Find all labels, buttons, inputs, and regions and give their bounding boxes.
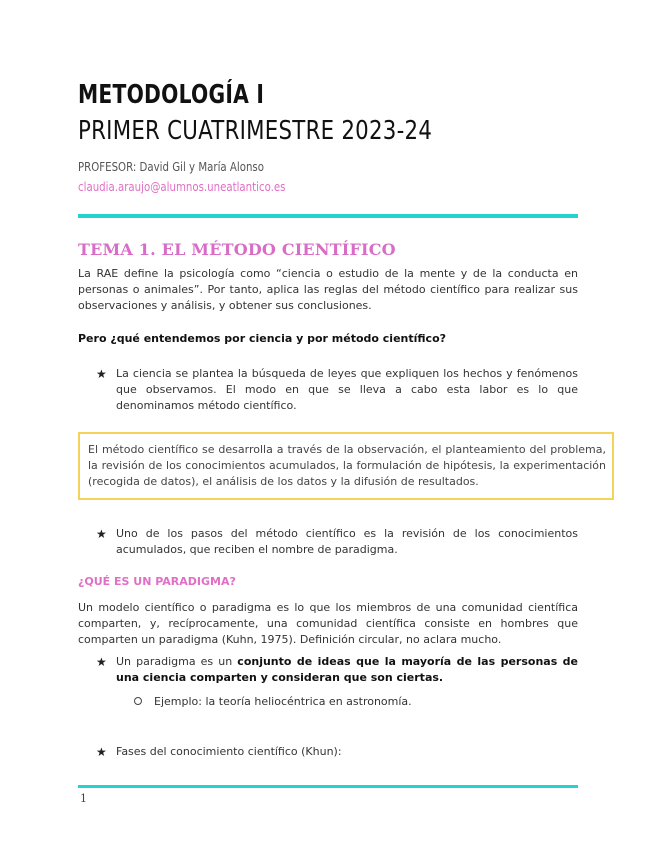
page-number: 1 [80,792,87,805]
circle-bullet-icon [134,697,142,705]
question-line: Pero ¿qué entendemos por ciencia y por método científico? [78,332,447,345]
list-item [96,654,578,686]
document-subtitle: PRIMER CUATRIMESTRE 2023-24 [78,116,433,146]
list-item [96,744,578,760]
intro-paragraph: La RAE define la psicología como “ciencia o estudio de la mente y de la conducta en personas o animales”. Por tanto, aplica las reglas del método científico para realizar sus observaciones y análisis, y obtener sus conclusiones. [78,267,578,312]
list-item-text: Uno de los pasos del método científico es la revisión de los conocimientos acumulados, que reciben el nombre de paradigma. [116,527,578,556]
star-bullet-icon: ★ [96,527,107,541]
sub-list-item-text: Ejemplo: la teoría heliocéntrica en astronomía. [154,695,412,708]
star-bullet-icon: ★ [96,655,107,669]
list-item-text: La ciencia se plantea la búsqueda de leyes que expliquen los hechos y fenómenos que observamos. El modo en que se lleva a cabo esta labor es lo que denominamos método científico. [116,367,578,412]
sub-list-item [134,694,554,710]
list-item-text: Fases del conocimiento científico (Khun): [116,745,342,758]
professor-line: PROFESOR: David Gil y María Alonso [78,160,264,174]
list-item-emphasis: conjunto de ideas que la mayoría de las personas de una ciencia comparten y consideran que son ciertas. [116,655,578,684]
definition-paragraph: Un modelo científico o paradigma es lo que los miembros de una comunidad científica comparten, y, recíprocamente, una comunidad científica consiste en hombres que comparten un paradigma (Kuhn, 1975). Definición circular, no aclara mucho. [78,601,578,646]
document-title: METODOLOGÍA I [78,80,265,110]
section-heading: TEMA 1. EL MÉTODO CIENTÍFICO [78,240,396,259]
list-item-text [116,654,578,686]
star-bullet-icon: ★ [96,745,107,759]
star-bullet-icon: ★ [96,367,107,381]
highlight-box: El método científico se desarrolla a través de la observación, el planteamiento del problema, la revisión de los conocimientos acumulados, la formulación de hipótesis, la experimentación (recogida de datos), el análisis de los datos y la difusión de resultados. [78,432,614,500]
list-item-prefix: Un paradigma es un [116,655,238,668]
list-item [96,366,578,414]
bottom-divider [78,785,578,788]
author-email: claudia.araujo@alumnos.uneatlantico.es [78,180,286,194]
list-item [96,526,578,558]
subsection-heading: ¿QUÉ ES UN PARADIGMA? [78,575,236,588]
top-divider [78,214,578,218]
